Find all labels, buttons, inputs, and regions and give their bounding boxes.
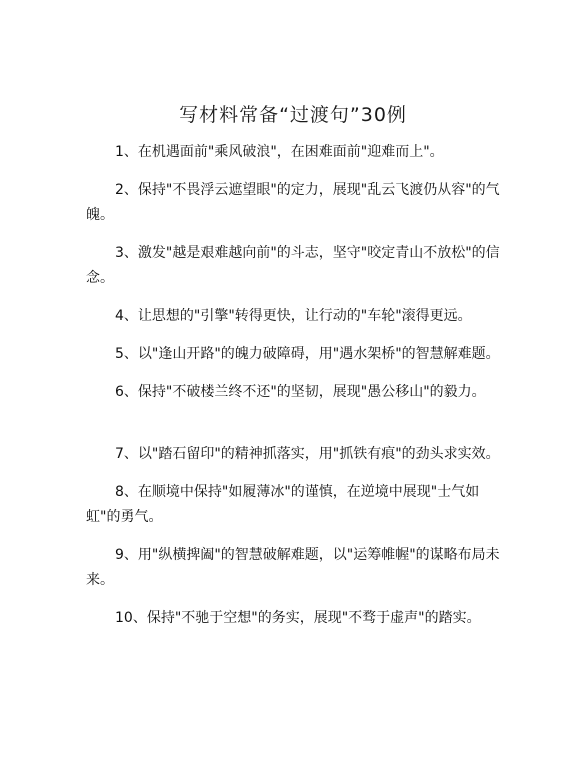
list-item: 3、激发"越是艰难越向前"的斗志，坚守"咬定青山不放松"的信念。 xyxy=(86,245,500,286)
document-title: 写材料常备“过渡句”30例 xyxy=(179,104,407,126)
list-item: 9、用"纵横捭阖"的智慧破解难题，以"运筹帷幄"的谋略布局未来。 xyxy=(86,547,500,588)
list-item: 2、保持"不畏浮云遮望眼"的定力，展现"乱云飞渡仍从容"的气魄。 xyxy=(86,182,500,223)
list-item: 6、保持"不破楼兰终不还"的坚韧，展现"愚公移山"的毅力。 xyxy=(115,384,486,400)
list-item: 8、在顺境中保持"如履薄冰"的谨慎，在逆境中展现"士气如虹"的勇气。 xyxy=(86,484,480,525)
sentence-list xyxy=(86,140,501,631)
list-item: 1、在机遇面前"乘风破浪"，在困难面前"迎难而上"。 xyxy=(115,144,444,160)
list-item: 5、以"逢山开路"的魄力破障碍，用"遇水架桥"的智慧解难题。 xyxy=(115,346,500,362)
list-item: 4、让思想的"引擎"转得更快，让行动的"车轮"滚得更远。 xyxy=(115,308,472,324)
list-item: 10、保持"不驰于空想"的务实，展现"不骛于虚声"的踏实。 xyxy=(115,610,481,626)
list-item: 7、以"踏石留印"的精神抓落实，用"抓铁有痕"的劲头求实效。 xyxy=(115,446,500,462)
